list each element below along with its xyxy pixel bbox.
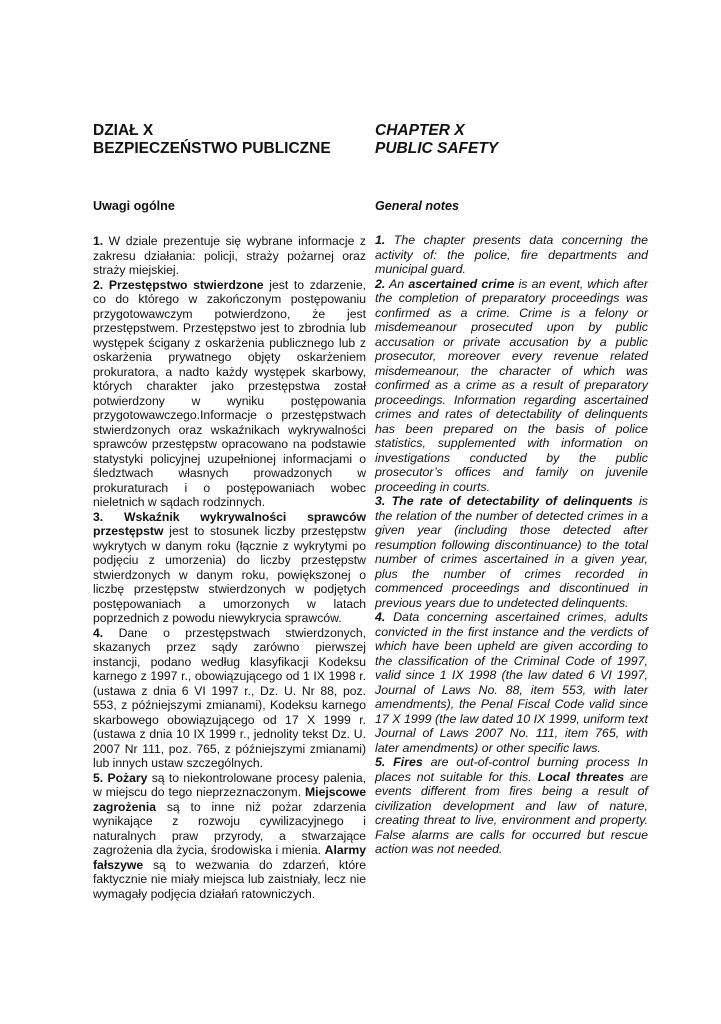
text-run: są to wezwania do zdarzeń, które faktycznie nie miały miejsca lub zaistniały, lecz nie wymagały podjęcia działań ratowniczych. bbox=[93, 857, 366, 901]
bold-term: Miejscowe zagrożenia bbox=[93, 785, 366, 814]
text-run: The chapter presents data concerning the activity of: the police, fire departments and municipal guard. bbox=[375, 233, 648, 276]
text-run: Data concerning ascertained crimes, adults convicted in the first instance and the verdicts of which have been upheld are given according to the classification of the Criminal Code of 1997, valid since 1 IX 1998 (the law dated 6 VI 1997, Journal of Laws No. 88, item 553, with later amendments), the Penal Fiscal Code valid since 17 X 1999 (the law dated 10 IX 1999, uniform text Journal of Laws 2007 No. 111, item 765, with later amendments) or other specific laws. bbox=[375, 610, 648, 755]
bold-term: 3. Wskaźnik wykrywalności sprawców przestępstw bbox=[93, 509, 366, 538]
bold-term: 4. bbox=[93, 625, 104, 640]
bold-term: 1. bbox=[375, 233, 386, 247]
note-paragraph bbox=[93, 771, 366, 902]
text-run: są to inne niż pożar zdarzenia wynikające z rozwoju cywilizacyjnego i naturalnych praw przyrody, a stwarzające zagrożenia dla życia, środowiska i mienia. bbox=[93, 799, 366, 857]
note-paragraph bbox=[375, 494, 648, 610]
note-paragraph bbox=[375, 610, 648, 755]
note-paragraph bbox=[93, 234, 366, 278]
text-run: Dane o przestępstwach stwierdzonych, skazanych przez sądy zarówno pierwszej instancji, podano według klasyfikacji Kodeksu karnego z 1997 r., obowiązującego od 1 IX 1998 r. (ustawa z dnia 6 VI 1997 r., Dz. U. Nr 88, poz. 553, z późniejszymi zmianami), Kodeksu karnego skarbowego obowiązującego od 17 X 1999 r. (ustawa z dnia 10 IX 1999 r., jednolity tekst Dz. U. 2007 Nr 111, poz. 765, z późniejszymi zmianami) lub innych ustaw szczególnych. bbox=[93, 625, 366, 770]
bold-term: 2. bbox=[375, 276, 386, 291]
bold-term: Local threates bbox=[537, 769, 625, 784]
bold-term: Alarmy fałszywe bbox=[93, 843, 366, 872]
text-run: is an event, which after the completion of preparatory proceedings was confirmed as a crime. Crime is a felony or misdemeanour prosecuted upon by public accusation or private accusation by a public prosecutor, moreover every revenue related misdemeanour, the character of which was confirmed as a crime as a result of preparatory proceedings. Information regarding ascertained crimes and rates of detectability of delinquents has been prepared on the basis of police statistics, supplemented with information on investigations conducted by the public prosecutor’s offices and family on juvenile proceeding in courts. bbox=[375, 276, 648, 494]
note-paragraph bbox=[375, 277, 648, 495]
bold-term: 3. The rate of detectability of delinquents bbox=[375, 494, 633, 508]
note-paragraph bbox=[375, 233, 648, 277]
text-run: W dziale prezentuje się wybrane informacje z zakresu działania: policji, straży pożarnej oraz straży miejskiej. bbox=[93, 234, 366, 277]
chapter-title: PUBLIC SAFETY bbox=[375, 140, 499, 157]
english-column bbox=[375, 122, 648, 857]
bold-term: 1. bbox=[93, 234, 104, 248]
notes-body bbox=[375, 233, 648, 857]
text-run: jest to zdarzenie, co do którego w zakończonym postępowaniu przygotowawczym potwierdzono, że jest przestępstwem. Przestępstwo jest to zbrodnia lub występek ścigany z oskarżenia publicznego lub z oskarżenia prywatnego objęty oskarżeniem prokuratora, a nadto każdy występek skarbowy, których charakter jako przestępstwa został potwierdzony w wyniku postępowania przygotowawczego.Informacje o przestępstwach stwierdzonych oraz wskaźnikach wykrywalności sprawców przestępstw opracowano na podstawie statystyki policyjnej uzupełnionej informacjami o śledztwach własnych prowadzonych w prokuraturach i o postępowaniach wobec nieletnich w sądach rodzinnych. bbox=[93, 277, 366, 509]
note-paragraph bbox=[93, 510, 366, 626]
text-run: An bbox=[385, 276, 409, 291]
note-paragraph bbox=[93, 278, 366, 510]
text-run: are events different from fires being a result of civilization development and law of nature, creating threat to live, environment and property. False alarms are calls for occurred but rescue action was not needed. bbox=[375, 769, 648, 856]
text-run: are out-of-control burning process In places not suitable for this. bbox=[375, 755, 648, 784]
bold-term: 2. Przestępstwo stwierdzone bbox=[93, 277, 264, 292]
note-paragraph bbox=[375, 755, 648, 857]
note-paragraph bbox=[93, 626, 366, 771]
bold-term: 5. Pożary bbox=[93, 770, 148, 785]
chapter-label: CHAPTER X bbox=[375, 122, 465, 139]
notes-heading: Uwagi ogólne bbox=[93, 199, 175, 213]
chapter-title: BEZPIECZEŃSTWO PUBLICZNE bbox=[93, 140, 331, 157]
polish-column bbox=[93, 122, 366, 901]
bold-term: ascertained crime bbox=[408, 276, 515, 291]
bold-term: 5. Fires bbox=[375, 755, 423, 769]
text-run: is the relation of the number of detected crimes in a given year (including those detected after resumption following discontinuance) to the total number of crimes ascertained in a given year, plus the number of crimes recorded in commenced proceedings and discontinued in previous years due to undetected delinquents. bbox=[375, 494, 648, 610]
notes-body bbox=[93, 234, 366, 901]
bold-term: 4. bbox=[375, 610, 386, 624]
notes-heading: General notes bbox=[375, 199, 459, 213]
text-run: jest to stosunek liczby przestępstw wykrytych w danym roku (łącznie z wykrytymi po podjęciu z umorzenia) do liczby przestępstw stwierdzonych w danym roku, powiększonej o liczbę przestępstw stwierdzonych w podjętych postępowaniach a umorzonych w latach poprzednich z powodu niewykrycia sprawców. bbox=[93, 524, 366, 625]
chapter-label: DZIAŁ X bbox=[93, 122, 154, 139]
text-run: są to niekontrolowane procesy palenia, w miejscu do tego nieprzeznaczonym. bbox=[93, 770, 366, 799]
